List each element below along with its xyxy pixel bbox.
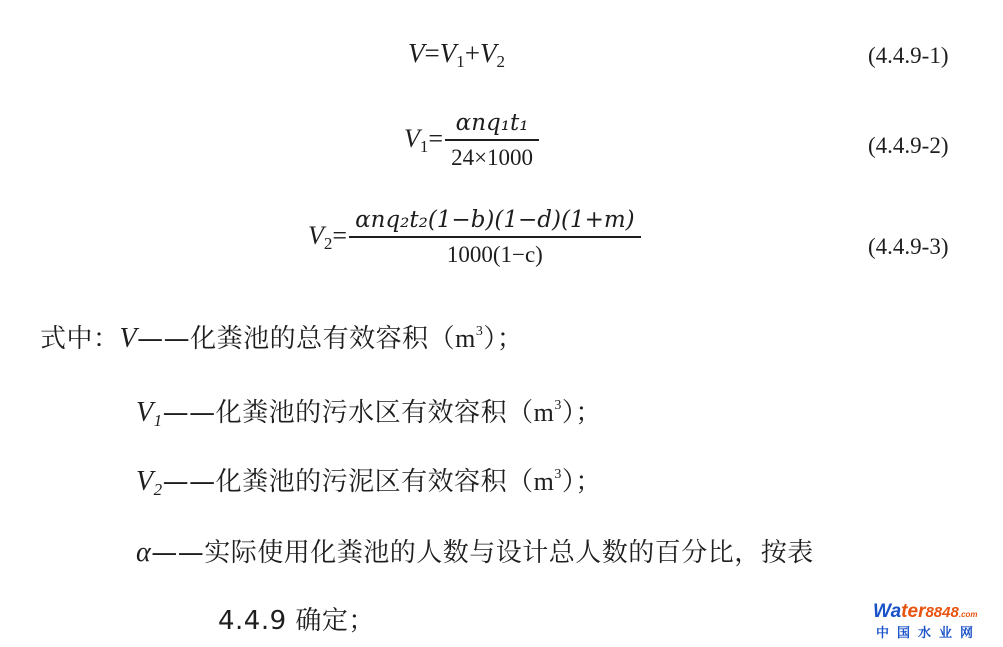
logo-part-1: Wa — [873, 601, 902, 622]
def-end-v: ）； — [483, 324, 524, 354]
equation-1: $V=V_1+V_2$ — [408, 38, 505, 71]
eq1-term-1: V — [439, 38, 457, 68]
def-unit-sup-v: 3 — [475, 324, 484, 339]
def-var-alpha: α — [136, 537, 152, 568]
watermark-subtitle: 中国水业网 — [876, 626, 982, 641]
eq1-sub-1: 1 — [456, 52, 465, 71]
def-unit-v1: m — [533, 398, 555, 427]
def-text-alpha: ——实际使用化粪池的人数与设计总人数的百分比，按表 — [151, 538, 814, 568]
eq1-plus: + — [464, 38, 480, 68]
equation-number-3: (4.4.9-3) — [868, 234, 949, 259]
def-text-v1: ——化粪池的污水区有效容积（ — [162, 398, 534, 428]
eq3-denominator: 1000(1−c) — [446, 241, 543, 267]
def-var-v2: $V_2$ — [136, 466, 163, 499]
eq3-lhs-sub: 2 — [323, 233, 333, 253]
logo-suffix: .com — [958, 610, 978, 619]
eq2-lhs-var: V — [404, 123, 420, 153]
equation-3: $V_2=$ $\frac{\text{αnq₂t₂(1−b)(1−d)(1+m)}}{1000(1-c)}$ — [308, 207, 641, 268]
definition-line-v — [40, 318, 523, 355]
eq3-numerator: αnq₂t₂(1−b)(1−d)(1+m) — [355, 207, 635, 233]
eq3-lhs-var: V — [308, 220, 324, 250]
def-end-v2: ）； — [561, 467, 602, 497]
equation-2: $V_1=$ $\frac{\text{αnq₁t₁}}{24\times 1000}$ — [404, 110, 539, 171]
definition-line-v2 — [136, 461, 602, 500]
def-var-v1: $V_1$ — [136, 397, 163, 430]
eq1-sub-2: 2 — [496, 52, 505, 71]
eq2-numerator: αnq₁t₁ — [455, 110, 529, 136]
equation-number-1: (4.4.9-1) — [868, 43, 949, 68]
equation-number-2: (4.4.9-2) — [868, 133, 949, 158]
watermark-logo — [873, 601, 978, 623]
def-end-v1: ）； — [561, 398, 602, 428]
logo-digits: 8848 — [925, 604, 959, 621]
def-unit-v2: m — [533, 467, 555, 496]
def-text-v2: ——化粪池的污泥区有效容积（ — [162, 467, 534, 497]
eq3-fraction — [349, 207, 641, 268]
definition-line-v1 — [136, 392, 602, 431]
eq1-term-2: V — [479, 38, 497, 68]
def-unit-v: m — [455, 324, 476, 353]
eq2-lhs-sub: 1 — [419, 136, 429, 156]
def-unit-sup-v1: 3 — [554, 398, 562, 413]
def-var-v: V — [119, 323, 138, 354]
where-label: 式中： — [40, 324, 120, 354]
logo-part-2: ter — [901, 601, 926, 622]
definition-line-alpha — [136, 532, 814, 569]
def-unit-sup-v2: 3 — [554, 467, 562, 482]
eq2-denominator: 24×1000 — [451, 144, 534, 170]
eq1-lhs: V — [408, 38, 425, 68]
definition-continuation: 4.4.9 确定； — [218, 606, 375, 636]
def-text-v: ——化粪池的总有效容积（ — [137, 324, 456, 354]
eq2-fraction — [445, 110, 539, 171]
